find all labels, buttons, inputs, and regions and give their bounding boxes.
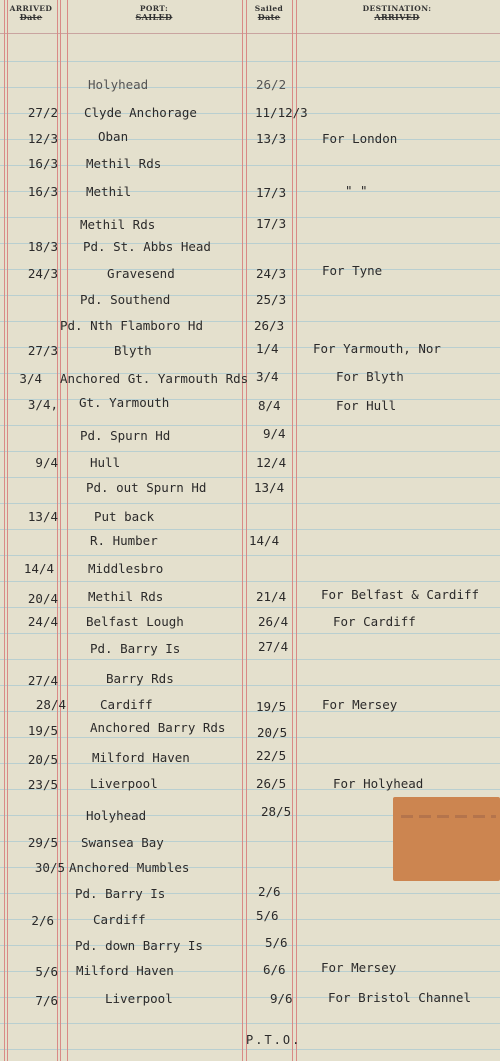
arrived-date: 27/4 xyxy=(27,673,58,688)
arrived-date: 3/4, xyxy=(27,397,58,412)
port-name: Methil Rds xyxy=(80,217,156,232)
port-name: Cardiff xyxy=(93,912,146,927)
arrived-date: 28/4 xyxy=(35,697,66,712)
sailed-date: 1/4 xyxy=(256,341,279,356)
arrived-date: 27/3 xyxy=(27,343,58,358)
sailed-date: 26/3 xyxy=(254,318,285,333)
port-name: Middlesbro xyxy=(88,561,164,576)
header-destination: DESTINATION: ARRIVED xyxy=(362,4,432,22)
header-sailed: Sailed Date xyxy=(254,4,284,22)
sailed-date: 27/4 xyxy=(258,639,289,654)
arrived-date: 27/2 xyxy=(27,105,58,120)
destination: " " xyxy=(345,183,368,198)
arrived-date: 23/5 xyxy=(27,777,58,792)
port-name: Pd. St. Abbs Head xyxy=(83,239,211,254)
arrived-date: 30/5 xyxy=(34,860,65,875)
sailed-date: 21/4 xyxy=(256,589,287,604)
arrived-date: 20/4 xyxy=(27,591,58,606)
sailed-date: 13/4 xyxy=(254,480,285,495)
destination: For Mersey xyxy=(321,960,397,975)
sailed-date: 26/5 xyxy=(256,776,287,791)
arrived-date: 24/3 xyxy=(27,266,58,281)
arrived-date: 3/4 xyxy=(19,371,42,386)
destination: For Holyhead xyxy=(333,776,424,791)
page-turn-note: P.T.O. xyxy=(246,1033,302,1047)
sailed-date: 17/3 xyxy=(256,216,287,231)
port-name: Liverpool xyxy=(105,991,173,1006)
port-name: Pd. Nth Flamboro Hd xyxy=(60,318,203,333)
sailed-date: 26/4 xyxy=(258,614,289,629)
arrived-date: 5/6 xyxy=(35,964,58,979)
port-name: Swansea Bay xyxy=(81,835,164,850)
port-name: Pd. Southend xyxy=(80,292,171,307)
arrived-date: 14/4 xyxy=(23,561,54,576)
sailed-date: 28/5 xyxy=(261,804,292,819)
port-name: Barry Rds xyxy=(106,671,174,686)
sailed-date: 17/3 xyxy=(256,185,287,200)
arrived-date: 29/5 xyxy=(27,835,58,850)
port-name: Pd. down Barry Is xyxy=(75,938,203,953)
port-name: R. Humber xyxy=(90,533,158,548)
port-name: Cardiff xyxy=(100,697,153,712)
port-name: Anchored Mumbles xyxy=(69,860,190,875)
arrived-date: 20/5 xyxy=(27,752,58,767)
port-name: Oban xyxy=(98,129,129,144)
port-name: Gravesend xyxy=(107,266,175,281)
port-name: Hull xyxy=(90,455,121,470)
arrived-date: 18/3 xyxy=(27,239,58,254)
paper-patch xyxy=(393,797,500,881)
arrived-date: 16/3 xyxy=(27,156,58,171)
sailed-date: 26/2 xyxy=(256,77,287,92)
arrived-date: 24/4 xyxy=(27,614,58,629)
port-name: Methil Rds xyxy=(86,156,162,171)
sailed-date: 25/3 xyxy=(256,292,287,307)
sailed-date: 22/5 xyxy=(256,748,287,763)
arrived-date: 19/5 xyxy=(27,723,58,738)
port-name: Holyhead xyxy=(86,808,147,823)
sailed-date: 9/6 xyxy=(270,991,293,1006)
destination: For London xyxy=(322,131,398,146)
port-name: Pd. Barry Is xyxy=(75,886,166,901)
arrived-date: 9/4 xyxy=(35,455,58,470)
port-name: Pd. out Spurn Hd xyxy=(86,480,207,495)
sailed-date: 5/6 xyxy=(265,935,288,950)
sailed-date: 11/12/3 xyxy=(255,105,308,120)
port-name: Methil xyxy=(86,184,132,199)
port-name: Liverpool xyxy=(90,776,158,791)
port-name: Milford Haven xyxy=(92,750,190,765)
sailed-date: 9/4 xyxy=(263,426,286,441)
sailed-date: 5/6 xyxy=(256,908,279,923)
sailed-date: 3/4 xyxy=(256,369,279,384)
arrived-date: 12/3 xyxy=(27,131,58,146)
destination: For Yarmouth, Nor xyxy=(313,341,441,356)
port-name: Anchored Gt. Yarmouth Rds xyxy=(60,371,249,386)
arrived-date: 2/6 xyxy=(31,913,54,928)
sailed-date: 2/6 xyxy=(258,884,281,899)
port-name: Belfast Lough xyxy=(86,614,184,629)
sailed-date: 14/4 xyxy=(249,533,280,548)
port-name: Blyth xyxy=(114,343,152,358)
sailed-date: 24/3 xyxy=(256,266,287,281)
destination: For Belfast & Cardiff xyxy=(321,587,480,602)
sailed-date: 19/5 xyxy=(256,699,287,714)
port-name: Holyhead xyxy=(88,77,149,92)
port-name: Clyde Anchorage xyxy=(84,105,197,120)
header-arrived: ARRIVED Date xyxy=(9,4,53,22)
destination: For Mersey xyxy=(322,697,398,712)
destination: For Cardiff xyxy=(333,614,416,629)
port-name: Pd. Spurn Hd xyxy=(80,428,171,443)
sailed-date: 6/6 xyxy=(263,962,286,977)
sailed-date: 20/5 xyxy=(257,725,288,740)
destination: For Tyne xyxy=(322,263,383,278)
port-name: Milford Haven xyxy=(76,963,174,978)
port-name: Pd. Barry Is xyxy=(90,641,181,656)
port-name: Gt. Yarmouth xyxy=(79,395,170,410)
port-name: Put back xyxy=(94,509,155,524)
sailed-date: 8/4 xyxy=(258,398,281,413)
destination: For Bristol Channel xyxy=(328,990,471,1005)
sailed-date: 12/4 xyxy=(256,455,287,470)
arrived-date: 7/6 xyxy=(35,993,58,1008)
port-name: Methil Rds xyxy=(88,589,164,604)
arrived-date: 16/3 xyxy=(27,184,58,199)
header-port: PORT: SAILED xyxy=(135,4,173,22)
arrived-date: 13/4 xyxy=(27,509,58,524)
destination: For Hull xyxy=(336,398,397,413)
sailed-date: 13/3 xyxy=(256,131,287,146)
destination: For Blyth xyxy=(336,369,404,384)
port-name: Anchored Barry Rds xyxy=(90,720,226,735)
